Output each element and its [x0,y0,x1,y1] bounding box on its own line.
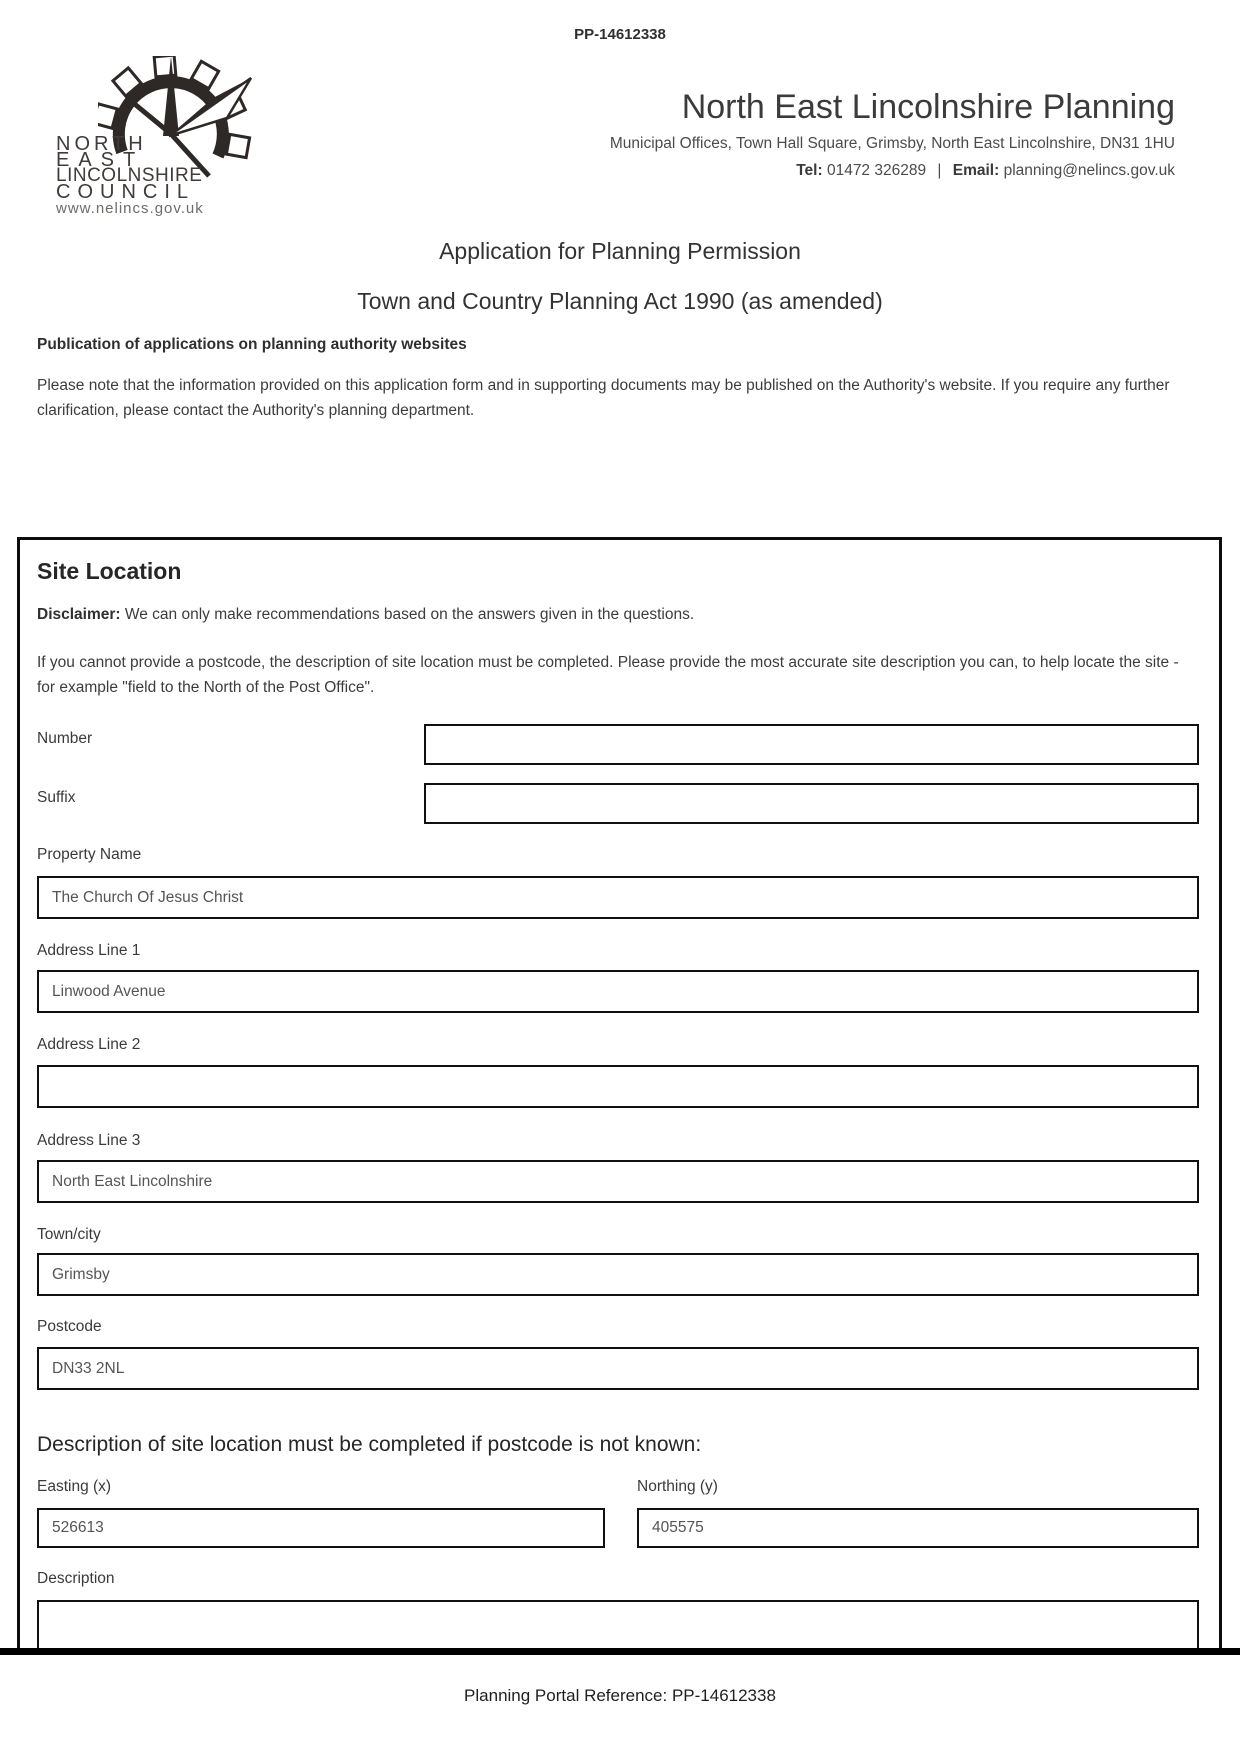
email-label: Email: [952,162,1000,179]
logo-line-east: EAST [56,149,145,171]
authority-title: North East Lincolnshire Planning [681,88,1175,126]
authority-header [610,88,1175,180]
contact-separator: | [937,162,942,179]
email-address: planning@nelincs.gov.uk [1003,162,1175,179]
disclaimer-text: We can only make recommendations based on the answers given in the questions. [124,606,695,623]
postcode-input[interactable] [37,1347,1199,1390]
council-logo-text [56,133,203,203]
address-line-1-input[interactable] [37,970,1199,1013]
easting-label: Easting (x) [37,1478,112,1495]
disclaimer [37,606,694,624]
northing-label: Northing (y) [637,1478,718,1495]
easting-input[interactable] [37,1508,605,1548]
description-label: Description [37,1570,115,1587]
council-website-url: www.nelincs.gov.uk [56,200,204,217]
disclaimer-label: Disclaimer: [37,606,121,623]
site-location-section [17,537,1222,1648]
suffix-input[interactable] [424,783,1199,824]
address-line-2-input[interactable] [37,1065,1199,1108]
postcode-label: Postcode [37,1318,102,1335]
address-line-3-input[interactable] [37,1160,1199,1203]
publication-heading: Publication of applications on planning authority websites [37,336,467,353]
number-label: Number [37,730,93,747]
tel-label: Tel: [796,162,823,179]
footer-reference: Planning Portal Reference: PP-14612338 [464,1686,776,1705]
northing-input[interactable] [637,1508,1199,1548]
property-name-input[interactable] [37,876,1199,919]
logo-line-council: COUNCIL [56,181,196,203]
tel-number: 01472 326289 [826,162,927,179]
logo-line-lincolnshire: LINCOLNSHIRE [56,165,203,186]
form-subtitle: Town and Country Planning Act 1990 (as amended) [357,288,883,314]
address-line-1-label: Address Line 1 [37,942,141,959]
address-line-3-label: Address Line 3 [37,1132,141,1149]
site-location-instructions: If you cannot provide a postcode, the description of site location must be completed. Please provide the most accurate site description you can, to help locate the site - for example "field to the North of the Post Office". [37,654,1179,696]
site-location-heading: Site Location [37,558,182,584]
authority-address: Municipal Offices, Town Hall Square, Grimsby, North East Lincolnshire, DN31 1HU [609,135,1175,152]
town-city-label: Town/city [37,1226,101,1243]
town-city-input[interactable] [37,1253,1199,1296]
form-title: Application for Planning Permission [439,238,801,264]
property-name-label: Property Name [37,846,142,863]
number-input[interactable] [424,724,1199,765]
description-heading: Description of site location must be completed if postcode is not known: [37,1433,702,1456]
suffix-label: Suffix [37,789,76,806]
council-logo [40,56,260,224]
authority-contact [610,162,1175,180]
description-textarea[interactable] [37,1600,1199,1648]
address-line-2-label: Address Line 2 [37,1036,141,1053]
publication-text: Please note that the information provided on this application form and in supporting documents may be published on the Authority's website. If you require any further clarification, please contact the Authority's planning department. [37,377,1170,419]
pp-reference: PP-14612338 [574,26,666,43]
logo-line-north: NORTH [56,133,147,155]
page-break-divider [0,1648,1240,1655]
